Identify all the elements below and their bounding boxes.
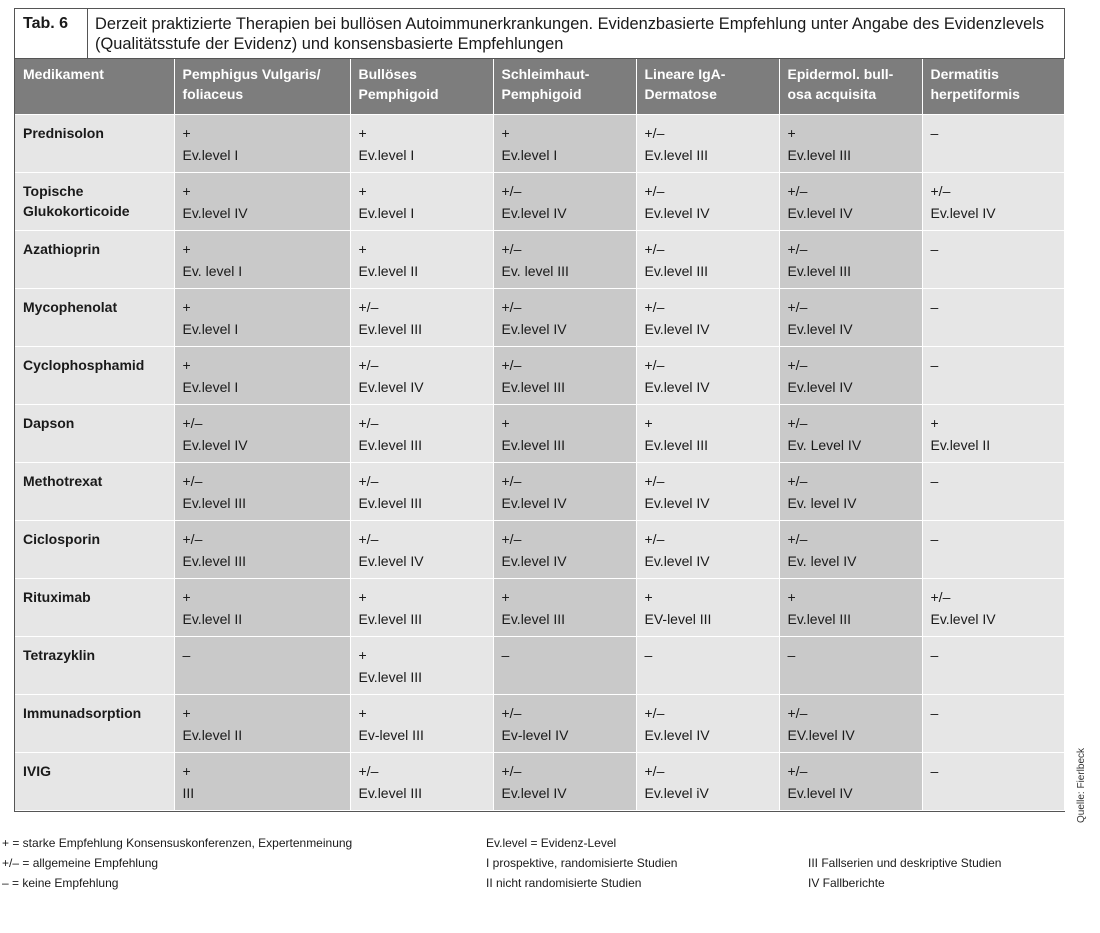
- recommendation-mark: –: [930, 472, 939, 489]
- evidence-cell: [174, 462, 350, 520]
- recommendation-mark: +/–: [358, 356, 379, 373]
- evidence-level: Ev.level II: [358, 262, 419, 279]
- recommendation-mark: –: [930, 356, 939, 373]
- evidence-cell: [779, 636, 922, 694]
- evidence-level: Ev-level IV: [501, 726, 569, 743]
- recommendation-mark: +: [358, 124, 367, 141]
- evidence-level: Ev.level IV: [358, 552, 424, 569]
- evidence-level: EV.level IV: [787, 726, 855, 743]
- recommendation-mark: +/–: [358, 414, 379, 431]
- evidence-cell: [493, 636, 636, 694]
- recommendation-mark: +: [501, 124, 510, 141]
- evidence-level: Ev.level III: [358, 494, 423, 511]
- legend-line: I prospektive, randomisierte Studien: [486, 856, 678, 870]
- evidence-cell: [779, 230, 922, 288]
- evidence-cell: [174, 404, 350, 462]
- evidence-cell: [779, 172, 922, 230]
- evidence-cell: [922, 230, 1064, 288]
- recommendation-mark: –: [930, 124, 939, 141]
- recommendation-mark: +/–: [787, 472, 808, 489]
- recommendation-mark: –: [182, 646, 191, 663]
- evidence-cell: [922, 114, 1064, 172]
- recommendation-mark: +: [501, 588, 510, 605]
- evidence-cell: [174, 346, 350, 404]
- evidence-cell: [350, 230, 493, 288]
- drug-name: IVIG: [15, 752, 174, 810]
- evidence-cell: [493, 578, 636, 636]
- evidence-cell: [493, 752, 636, 810]
- recommendation-mark: +/–: [930, 588, 951, 605]
- evidence-level: Ev.level III: [644, 436, 709, 453]
- recommendation-mark: +: [930, 414, 939, 431]
- evidence-level: Ev.level IV: [358, 378, 424, 395]
- evidence-level: Ev.level IV: [182, 436, 248, 453]
- column-header: Dermatitis herpetiformis: [922, 59, 1064, 114]
- recommendation-mark: +/–: [644, 356, 665, 373]
- recommendation-mark: +/–: [501, 356, 522, 373]
- drug-name: Prednisolon: [15, 114, 174, 172]
- evidence-cell: [779, 520, 922, 578]
- evidence-cell: [350, 520, 493, 578]
- drug-name: Immunadsorption: [15, 694, 174, 752]
- recommendation-mark: +/–: [358, 530, 379, 547]
- table-body: [15, 114, 1064, 810]
- evidence-level: Ev.level III: [644, 262, 709, 279]
- evidence-level: Ev.level IV: [182, 204, 248, 221]
- evidence-level: Ev.level IV: [501, 784, 567, 801]
- recommendation-mark: +/–: [644, 704, 665, 721]
- evidence-cell: [922, 520, 1064, 578]
- table-row: [15, 636, 1064, 694]
- evidence-cell: [636, 172, 779, 230]
- drug-name: Cyclophosphamid: [15, 346, 174, 404]
- recommendation-mark: +/–: [644, 472, 665, 489]
- evidence-cell: [174, 288, 350, 346]
- evidence-cell: [493, 462, 636, 520]
- table-row: [15, 462, 1064, 520]
- evidence-cell: [493, 288, 636, 346]
- evidence-cell: [922, 752, 1064, 810]
- drug-name: Azathioprin: [15, 230, 174, 288]
- legend-line: III Fallserien und deskriptive Studien: [808, 856, 1002, 870]
- caption-label: Tab. 6: [15, 9, 88, 58]
- evidence-cell: [493, 346, 636, 404]
- evidence-cell: [174, 694, 350, 752]
- evidence-level: Ev.level III: [358, 668, 423, 685]
- evidence-level: Ev.level III: [501, 610, 566, 627]
- evidence-level: Ev.level IV: [501, 494, 567, 511]
- evidence-cell: [922, 578, 1064, 636]
- evidence-cell: [636, 114, 779, 172]
- recommendation-mark: +/–: [501, 530, 522, 547]
- recommendation-mark: +/–: [358, 762, 379, 779]
- recommendation-mark: +/–: [644, 298, 665, 315]
- evidence-level: Ev. Level IV: [787, 436, 862, 453]
- recommendation-mark: +: [787, 588, 796, 605]
- table-row: [15, 520, 1064, 578]
- evidence-cell: [174, 520, 350, 578]
- legend-line: IV Fallberichte: [808, 876, 885, 890]
- recommendation-mark: +: [644, 414, 653, 431]
- evidence-level: Ev.level I: [182, 146, 239, 163]
- table-row: [15, 404, 1064, 462]
- recommendation-mark: –: [930, 240, 939, 257]
- recommendation-mark: +/–: [644, 530, 665, 547]
- recommendation-mark: +/–: [644, 182, 665, 199]
- recommendation-mark: +/–: [787, 530, 808, 547]
- evidence-cell: [493, 230, 636, 288]
- evidence-cell: [350, 578, 493, 636]
- recommendation-mark: +/–: [501, 298, 522, 315]
- legend-line: Ev.level = Evidenz-Level: [486, 836, 617, 850]
- recommendation-mark: +/–: [182, 530, 203, 547]
- evidence-level: Ev.level iV: [644, 784, 709, 801]
- evidence-level: Ev.level III: [182, 494, 247, 511]
- recommendation-mark: –: [787, 646, 796, 663]
- evidence-cell: [636, 404, 779, 462]
- recommendation-mark: +: [644, 588, 653, 605]
- legend-line: II nicht randomisierte Studien: [486, 876, 642, 890]
- evidence-level: Ev.level IV: [644, 204, 710, 221]
- evidence-cell: [636, 230, 779, 288]
- therapy-table: [15, 59, 1065, 811]
- header-row: [15, 59, 1064, 114]
- evidence-level: Ev.level II: [182, 610, 243, 627]
- legend-line: +/– = allgemeine Empfehlung: [2, 856, 159, 870]
- evidence-cell: [350, 114, 493, 172]
- evidence-cell: [779, 578, 922, 636]
- evidence-cell: [779, 404, 922, 462]
- recommendation-mark: +: [358, 704, 367, 721]
- evidence-level: Ev.level IV: [644, 726, 710, 743]
- table-row: [15, 230, 1064, 288]
- legend-line: + = starke Empfehlung Konsensuskonferenzen, Expertenmeinung: [2, 836, 353, 850]
- evidence-cell: [922, 288, 1064, 346]
- evidence-level: Ev.level IV: [501, 204, 567, 221]
- legend-levels-a: [486, 833, 677, 893]
- recommendation-mark: +/–: [182, 472, 203, 489]
- table-row: [15, 172, 1064, 230]
- recommendation-mark: –: [930, 762, 939, 779]
- evidence-cell: [174, 636, 350, 694]
- recommendation-mark: –: [930, 530, 939, 547]
- recommendation-mark: +/–: [787, 182, 808, 199]
- evidence-cell: [174, 114, 350, 172]
- evidence-level: Ev. level IV: [787, 494, 857, 511]
- recommendation-mark: +/–: [501, 182, 522, 199]
- evidence-cell: [779, 346, 922, 404]
- evidence-cell: [350, 346, 493, 404]
- recommendation-mark: +: [182, 182, 191, 199]
- evidence-level: Ev.level III: [787, 262, 852, 279]
- evidence-level: Ev.level III: [787, 146, 852, 163]
- recommendation-mark: +/–: [644, 762, 665, 779]
- table-caption: [15, 9, 1064, 59]
- recommendation-mark: +/–: [358, 298, 379, 315]
- evidence-level: Ev. level IV: [787, 552, 857, 569]
- evidence-level: Ev.level I: [358, 204, 415, 221]
- evidence-cell: [779, 462, 922, 520]
- evidence-cell: [779, 288, 922, 346]
- evidence-cell: [493, 172, 636, 230]
- evidence-level: Ev.level IV: [501, 320, 567, 337]
- table-row: [15, 578, 1064, 636]
- evidence-cell: [174, 230, 350, 288]
- recommendation-mark: –: [501, 646, 510, 663]
- drug-name: Methotrexat: [15, 462, 174, 520]
- column-header: Lineare IgA-Dermatose: [636, 59, 779, 114]
- evidence-level: Ev.level I: [182, 378, 239, 395]
- recommendation-mark: +/–: [501, 472, 522, 489]
- evidence-level: EV-level III: [644, 610, 712, 627]
- drug-name: Tetrazyklin: [15, 636, 174, 694]
- evidence-cell: [350, 752, 493, 810]
- evidence-cell: [922, 172, 1064, 230]
- evidence-level: Ev.level III: [501, 436, 566, 453]
- recommendation-mark: +: [182, 356, 191, 373]
- legend-line: – = keine Empfehlung: [2, 876, 119, 890]
- table-row: [15, 114, 1064, 172]
- evidence-level: Ev.level III: [358, 320, 423, 337]
- recommendation-mark: +: [182, 588, 191, 605]
- evidence-level: III: [182, 784, 195, 801]
- evidence-cell: [636, 346, 779, 404]
- source-credit: Quelle: Fierlbeck: [1076, 747, 1087, 823]
- evidence-cell: [350, 694, 493, 752]
- drug-name: Mycophenolat: [15, 288, 174, 346]
- recommendation-mark: +/–: [787, 704, 808, 721]
- evidence-cell: [636, 752, 779, 810]
- recommendation-mark: +/–: [787, 414, 808, 431]
- recommendation-mark: +/–: [182, 414, 203, 431]
- table-row: [15, 346, 1064, 404]
- evidence-level: Ev.level IV: [501, 552, 567, 569]
- table-row: [15, 694, 1064, 752]
- recommendation-mark: +/–: [787, 240, 808, 257]
- evidence-cell: [350, 636, 493, 694]
- recommendation-mark: +/–: [358, 472, 379, 489]
- recommendation-mark: +: [182, 124, 191, 141]
- table-frame: [14, 8, 1065, 812]
- evidence-cell: [174, 752, 350, 810]
- recommendation-mark: +/–: [644, 124, 665, 141]
- legend-marks: [2, 833, 352, 893]
- evidence-level: Ev.level IV: [787, 204, 853, 221]
- evidence-cell: [779, 752, 922, 810]
- drug-name: Dapson: [15, 404, 174, 462]
- evidence-level: Ev.level III: [358, 784, 423, 801]
- column-header: Medikament: [15, 59, 174, 114]
- evidence-cell: [636, 288, 779, 346]
- evidence-level: Ev.level IV: [787, 378, 853, 395]
- recommendation-mark: +: [182, 762, 191, 779]
- recommendation-mark: +: [358, 240, 367, 257]
- evidence-cell: [174, 172, 350, 230]
- evidence-cell: [922, 462, 1064, 520]
- evidence-level: Ev.level III: [358, 436, 423, 453]
- recommendation-mark: +/–: [930, 182, 951, 199]
- recommendation-mark: +/–: [501, 704, 522, 721]
- recommendation-mark: +: [358, 182, 367, 199]
- evidence-cell: [350, 288, 493, 346]
- recommendation-mark: –: [644, 646, 653, 663]
- evidence-cell: [636, 694, 779, 752]
- evidence-cell: [779, 694, 922, 752]
- recommendation-mark: –: [930, 298, 939, 315]
- drug-name: Topische Glukokorticoide: [15, 172, 174, 230]
- evidence-cell: [493, 404, 636, 462]
- recommendation-mark: +/–: [787, 356, 808, 373]
- evidence-cell: [493, 114, 636, 172]
- recommendation-mark: +/–: [787, 762, 808, 779]
- evidence-cell: [493, 520, 636, 578]
- evidence-cell: [636, 520, 779, 578]
- recommendation-mark: –: [930, 646, 939, 663]
- evidence-level: Ev.level IV: [930, 204, 996, 221]
- evidence-cell: [350, 172, 493, 230]
- evidence-level: Ev. level I: [182, 262, 243, 279]
- evidence-cell: [922, 346, 1064, 404]
- evidence-level: Ev.level III: [358, 610, 423, 627]
- evidence-level: Ev.level III: [787, 610, 852, 627]
- column-header: Epidermol. bull-osa acquisita: [779, 59, 922, 114]
- evidence-cell: [922, 636, 1064, 694]
- recommendation-mark: +/–: [787, 298, 808, 315]
- recommendation-mark: +: [358, 588, 367, 605]
- recommendation-mark: +: [182, 298, 191, 315]
- table-row: [15, 288, 1064, 346]
- recommendation-mark: +/–: [501, 240, 522, 257]
- evidence-cell: [350, 404, 493, 462]
- recommendation-mark: –: [930, 704, 939, 721]
- legend-levels-b: [808, 833, 1001, 893]
- drug-name: Rituximab: [15, 578, 174, 636]
- evidence-cell: [779, 114, 922, 172]
- recommendation-mark: +: [358, 646, 367, 663]
- recommendation-mark: +: [501, 414, 510, 431]
- recommendation-mark: +: [182, 240, 191, 257]
- evidence-level: Ev.level II: [930, 436, 991, 453]
- evidence-cell: [636, 636, 779, 694]
- table-row: [15, 752, 1064, 810]
- evidence-cell: [493, 694, 636, 752]
- evidence-cell: [174, 578, 350, 636]
- evidence-level: Ev.level IV: [644, 320, 710, 337]
- recommendation-mark: +/–: [501, 762, 522, 779]
- column-header: Schleimhaut-Pemphigoid: [493, 59, 636, 114]
- recommendation-mark: +/–: [644, 240, 665, 257]
- evidence-cell: [922, 404, 1064, 462]
- evidence-level: Ev-level III: [358, 726, 424, 743]
- evidence-level: Ev.level I: [501, 146, 558, 163]
- evidence-level: Ev.level I: [182, 320, 239, 337]
- evidence-cell: [922, 694, 1064, 752]
- evidence-level: Ev.level III: [501, 378, 566, 395]
- drug-name: Ciclosporin: [15, 520, 174, 578]
- legend-line: [808, 833, 1001, 853]
- evidence-level: Ev.level III: [644, 146, 709, 163]
- recommendation-mark: +: [182, 704, 191, 721]
- evidence-cell: [636, 578, 779, 636]
- evidence-level: Ev.level IV: [644, 494, 710, 511]
- evidence-level: Ev.level IV: [644, 378, 710, 395]
- evidence-level: Ev.level II: [182, 726, 243, 743]
- evidence-level: Ev. level III: [501, 262, 569, 279]
- evidence-level: Ev.level III: [182, 552, 247, 569]
- caption-text: Derzeit praktizierte Therapien bei bullösen Autoimmunerkrankungen. Evidenzbasierte Empfehlung unter Angabe des Evidenzlevels (Qualitätsstufe der Evidenz) und konsensbasierte Empfehlungen: [95, 15, 1045, 53]
- evidence-level: Ev.level I: [358, 146, 415, 163]
- recommendation-mark: +: [787, 124, 796, 141]
- evidence-level: Ev.level IV: [787, 320, 853, 337]
- evidence-level: Ev.level IV: [787, 784, 853, 801]
- evidence-level: Ev.level IV: [644, 552, 710, 569]
- column-header: Bullöses Pemphigoid: [350, 59, 493, 114]
- evidence-cell: [350, 462, 493, 520]
- column-header: Pemphigus Vulgaris/ foliaceus: [174, 59, 350, 114]
- evidence-level: Ev.level IV: [930, 610, 996, 627]
- evidence-cell: [636, 462, 779, 520]
